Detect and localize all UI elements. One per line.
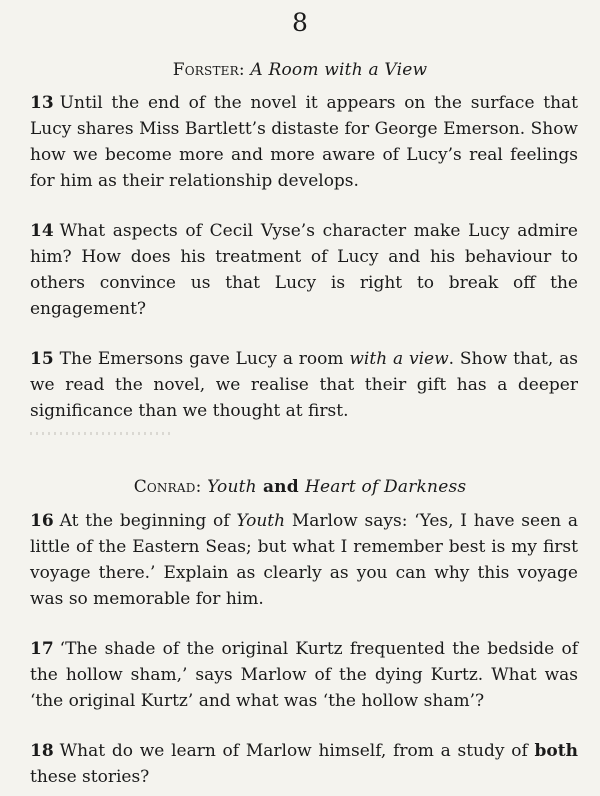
work-title-youth: Youth [207, 477, 257, 497]
question-number: 18 [30, 741, 54, 761]
question-number: 17 [30, 639, 54, 659]
question-15 [30, 346, 578, 424]
section-heading-forster [0, 60, 600, 80]
question-text: What aspects of Cecil Vyse’s character make Lucy admire him? How does his treatment of Lucy and his behaviour to others convince us that Lucy is right to break off the engagement? [30, 221, 578, 319]
heading-conjunction: and [256, 477, 305, 497]
work-title: A Room with a View [250, 60, 428, 80]
author-name: Forster [172, 60, 239, 80]
question-text-emphasis: both [534, 741, 578, 761]
question-text-before: The Emersons gave Lucy a room [59, 349, 350, 369]
work-title-heart-of-darkness: Heart of Darkness [304, 477, 467, 497]
question-text-before: At the beginning of [59, 511, 237, 531]
heading-separator: : [238, 60, 251, 80]
question-text-before: What do we learn of Marlow himself, from a study of [59, 741, 535, 761]
question-number: 13 [30, 93, 54, 113]
author-name: Conrad [133, 477, 196, 497]
scan-smudge [30, 432, 170, 435]
question-16 [30, 508, 578, 612]
question-text-after: . Show that, as we read the novel, we realise that their gift has a deeper significance than we thought at first. [30, 349, 578, 421]
question-text-after: these stories? [30, 767, 150, 787]
question-text: Until the end of the novel it appears on the surface that Lucy shares Miss Bartlett’s distaste for George Emerson. Show how we become more and more aware of Lucy’s real feelings for him as their relationship develops. [30, 93, 578, 191]
section-heading-conrad [0, 477, 600, 497]
question-number: 16 [30, 511, 54, 531]
question-text-emphasis: Youth [236, 511, 286, 531]
question-text-emphasis: with a view [349, 349, 449, 369]
heading-separator: : [195, 477, 208, 497]
page-number: 8 [292, 8, 308, 37]
question-18 [30, 738, 578, 790]
question-14 [30, 218, 578, 322]
question-text-after: Marlow says: ‘Yes, I have seen a little of the Eastern Seas; but what I remember best is my first voyage there.’ Explain as clearly as you can why this voyage was so memorable for him. [30, 511, 578, 609]
question-number: 15 [30, 349, 54, 369]
question-17 [30, 636, 578, 714]
question-13 [30, 90, 578, 194]
question-number: 14 [30, 221, 54, 241]
question-text: ‘The shade of the original Kurtz frequented the bedside of the hollow sham,’ says Marlow of the dying Kurtz. What was ‘the original Kurtz’ and what was ‘the hollow sham’? [30, 639, 578, 711]
